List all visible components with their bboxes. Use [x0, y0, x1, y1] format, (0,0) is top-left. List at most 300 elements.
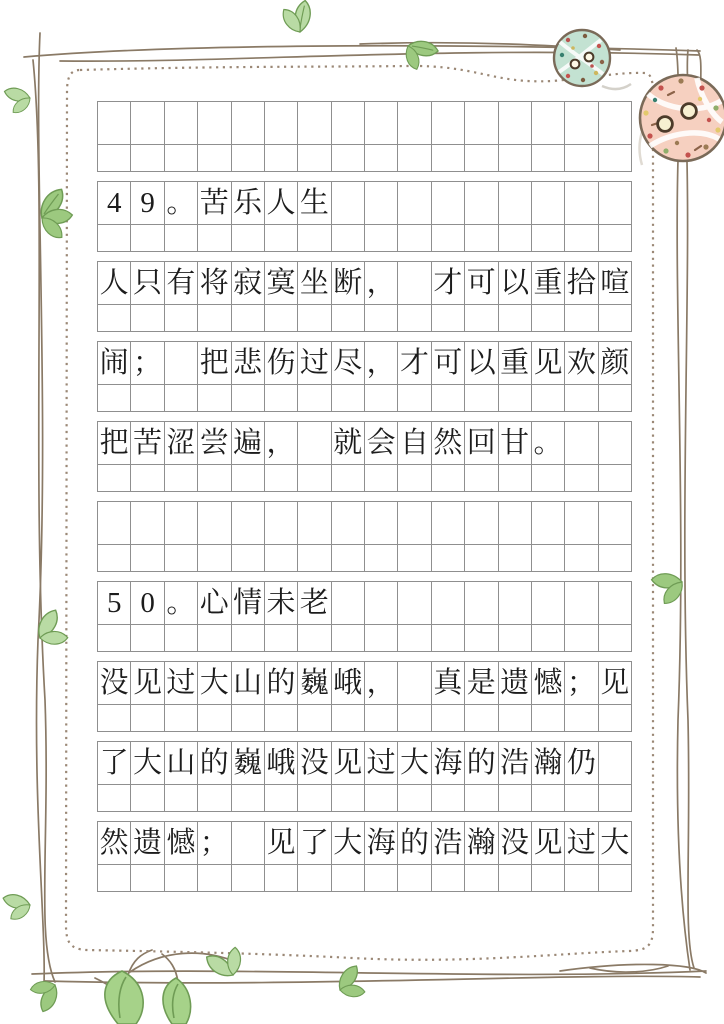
grid-cell: [365, 502, 398, 544]
grid-cell: [332, 145, 365, 171]
grid-cell: 5: [98, 582, 131, 624]
grid-cell: [332, 545, 365, 571]
grid-cell: [465, 225, 498, 251]
grid-cell: 可: [432, 342, 465, 384]
grid-cell: [332, 785, 365, 811]
grid-cell: [465, 305, 498, 331]
grid-cell: 苦: [131, 422, 164, 464]
spacing-row: [97, 545, 632, 572]
grid-cell: ，: [265, 422, 298, 464]
grid-cell: [232, 465, 265, 491]
grid-cell: 9: [131, 182, 164, 224]
grid-cell: [432, 305, 465, 331]
grid-cell: [298, 705, 331, 731]
grid-cell: [165, 545, 198, 571]
grid-cell: [499, 502, 532, 544]
grid-cell: 过: [298, 342, 331, 384]
grid-cell: [232, 705, 265, 731]
grid-cell: [232, 502, 265, 544]
grid-cell: [398, 225, 431, 251]
grid-cell: 真: [432, 662, 465, 704]
grid-cell: 。: [165, 182, 198, 224]
grid-cell: [565, 625, 598, 651]
grid-cell: 伤: [265, 342, 298, 384]
grid-cell: [98, 225, 131, 251]
grid-cell: [432, 785, 465, 811]
grid-cell: [131, 865, 164, 891]
grid-cell: [398, 785, 431, 811]
grid-cell: [332, 385, 365, 411]
grid-cell: [131, 385, 164, 411]
grid-cell: [499, 545, 532, 571]
grid-cell: 回: [465, 422, 498, 464]
button-cookie-icon: [640, 75, 724, 165]
button-cookie-icon: [554, 30, 631, 89]
writing-row: [97, 501, 632, 545]
grid-cell: [265, 865, 298, 891]
grid-cell: 瀚: [532, 742, 565, 784]
grid-cell: [332, 305, 365, 331]
grid-cell: ；: [565, 662, 598, 704]
grid-cell: [98, 705, 131, 731]
grid-cell: [465, 865, 498, 891]
grid-cell: [532, 582, 565, 624]
grid-cell: [398, 182, 431, 224]
grid-cell: 憾: [532, 662, 565, 704]
grid-cell: [432, 865, 465, 891]
grid-cell: [398, 865, 431, 891]
grid-cell: [332, 102, 365, 144]
grid-cell: [465, 625, 498, 651]
grid-cell: [565, 102, 598, 144]
grid-cell: 情: [232, 582, 265, 624]
grid-cell: [265, 145, 298, 171]
grid-cell: [599, 145, 632, 171]
grid-cell: [265, 305, 298, 331]
grid-cell: 是: [465, 662, 498, 704]
grid-cell: [499, 705, 532, 731]
spacing-row: [97, 145, 632, 172]
grid-cell: ，: [365, 662, 398, 704]
grid-cell: [165, 625, 198, 651]
grid-cell: [98, 545, 131, 571]
grid-cell: [98, 305, 131, 331]
grid-cell: [499, 465, 532, 491]
grid-cell: [265, 545, 298, 571]
grid-cell: [298, 625, 331, 651]
grid-cell: [198, 385, 231, 411]
grid-cell: [298, 465, 331, 491]
grid-cell: [298, 305, 331, 331]
grid-cell: 浩: [499, 742, 532, 784]
grid-cell: [599, 305, 632, 331]
grid-cell: [532, 785, 565, 811]
grid-cell: [398, 465, 431, 491]
grid-cell: [432, 385, 465, 411]
grid-cell: [432, 582, 465, 624]
grid-cell: [398, 625, 431, 651]
grid-cell: [599, 502, 632, 544]
grid-cell: 将: [198, 262, 231, 304]
grid-cell: [298, 545, 331, 571]
grid-cell: [198, 865, 231, 891]
grid-cell: 见: [599, 662, 632, 704]
grid-cell: [499, 625, 532, 651]
grid-cell: [565, 785, 598, 811]
grid-cell: [465, 502, 498, 544]
grid-cell: [232, 822, 265, 864]
grid-cell: 0: [131, 582, 164, 624]
grid-cell: [131, 625, 164, 651]
grid-cell: 见: [265, 822, 298, 864]
grid-cell: 海: [365, 822, 398, 864]
grid-cell: [265, 465, 298, 491]
spacing-row: [97, 865, 632, 892]
grid-cell: [98, 145, 131, 171]
grid-cell: [198, 225, 231, 251]
grid-cell: [365, 305, 398, 331]
grid-cell: 的: [198, 742, 231, 784]
grid-cell: [599, 422, 632, 464]
grid-cell: [365, 102, 398, 144]
grid-cell: 巍: [232, 742, 265, 784]
grid-cell: [565, 865, 598, 891]
grid-cell: 仍: [565, 742, 598, 784]
grid-cell: [131, 545, 164, 571]
grid-cell: 把: [198, 342, 231, 384]
spacing-row: [97, 785, 632, 812]
grid-cell: [131, 705, 164, 731]
grid-cell: 瀚: [465, 822, 498, 864]
grid-cell: 遗: [499, 662, 532, 704]
grid-cell: [265, 785, 298, 811]
grid-cell: 了: [98, 742, 131, 784]
grid-cell: 浩: [432, 822, 465, 864]
grid-cell: [98, 465, 131, 491]
grid-cell: [332, 625, 365, 651]
grid-cell: [265, 385, 298, 411]
writing-grid: [97, 101, 632, 892]
grid-cell: [565, 305, 598, 331]
grid-cell: 见: [532, 822, 565, 864]
grid-cell: 见: [332, 742, 365, 784]
grid-cell: [198, 145, 231, 171]
grid-cell: [432, 102, 465, 144]
writing-row: [97, 821, 632, 865]
grid-cell: [465, 785, 498, 811]
grid-cell: 喧: [599, 262, 632, 304]
grid-cell: 大: [398, 742, 431, 784]
grid-cell: [432, 705, 465, 731]
grid-cell: 大: [599, 822, 632, 864]
grid-cell: 没: [499, 822, 532, 864]
grid-cell: 的: [465, 742, 498, 784]
writing-row: [97, 581, 632, 625]
grid-cell: [532, 182, 565, 224]
grid-cell: [131, 465, 164, 491]
writing-row: [97, 101, 632, 145]
spacing-row: [97, 705, 632, 732]
grid-cell: [232, 225, 265, 251]
grid-cell: [131, 502, 164, 544]
grid-cell: 没: [298, 742, 331, 784]
grid-cell: [165, 705, 198, 731]
grid-cell: [599, 182, 632, 224]
grid-cell: [599, 865, 632, 891]
grid-cell: [465, 102, 498, 144]
grid-cell: [165, 342, 198, 384]
grid-cell: [365, 145, 398, 171]
grid-cell: [532, 145, 565, 171]
grid-cell: 了: [298, 822, 331, 864]
grid-cell: [265, 225, 298, 251]
grid-cell: 巍: [298, 662, 331, 704]
grid-cell: [298, 225, 331, 251]
writing-unit: [97, 501, 632, 572]
grid-cell: [565, 582, 598, 624]
grid-cell: 乐: [232, 182, 265, 224]
grid-cell: [565, 422, 598, 464]
writing-row: [97, 661, 632, 705]
grid-cell: [432, 465, 465, 491]
grid-cell: 欢: [565, 342, 598, 384]
grid-cell: [599, 785, 632, 811]
grid-cell: [198, 502, 231, 544]
grid-cell: [332, 465, 365, 491]
grid-cell: [499, 305, 532, 331]
grid-cell: [198, 102, 231, 144]
grid-cell: 拾: [565, 262, 598, 304]
grid-cell: 寂: [232, 262, 265, 304]
grid-cell: [398, 102, 431, 144]
grid-cell: 涩: [165, 422, 198, 464]
grid-cell: [98, 785, 131, 811]
grid-cell: [165, 385, 198, 411]
grid-cell: 老: [298, 582, 331, 624]
grid-cell: [465, 545, 498, 571]
grid-cell: 悲: [232, 342, 265, 384]
writing-row: [97, 741, 632, 785]
grid-cell: [332, 182, 365, 224]
grid-cell: 过: [165, 662, 198, 704]
grid-cell: 心: [198, 582, 231, 624]
grid-cell: 人: [265, 182, 298, 224]
grid-cell: 憾: [165, 822, 198, 864]
grid-cell: [365, 865, 398, 891]
grid-cell: 颜: [599, 342, 632, 384]
grid-cell: [565, 465, 598, 491]
grid-cell: [298, 102, 331, 144]
grid-cell: [499, 582, 532, 624]
grid-cell: [298, 785, 331, 811]
grid-cell: 峨: [265, 742, 298, 784]
grid-cell: [131, 785, 164, 811]
grid-cell: [532, 865, 565, 891]
grid-cell: 就: [332, 422, 365, 464]
grid-cell: [599, 225, 632, 251]
writing-unit: [97, 261, 632, 332]
grid-cell: 见: [532, 342, 565, 384]
grid-cell: [499, 225, 532, 251]
grid-cell: 海: [432, 742, 465, 784]
grid-cell: [599, 582, 632, 624]
grid-cell: [432, 182, 465, 224]
grid-cell: 峨: [332, 662, 365, 704]
grid-cell: 才: [432, 262, 465, 304]
grid-cell: [365, 705, 398, 731]
grid-cell: 。: [532, 422, 565, 464]
grid-cell: [432, 545, 465, 571]
grid-cell: [232, 785, 265, 811]
grid-cell: [532, 625, 565, 651]
grid-cell: 尝: [198, 422, 231, 464]
spacing-row: [97, 305, 632, 332]
grid-cell: [165, 785, 198, 811]
grid-cell: [131, 225, 164, 251]
grid-cell: [599, 545, 632, 571]
grid-cell: [499, 182, 532, 224]
grid-cell: [532, 225, 565, 251]
grid-cell: 山: [165, 742, 198, 784]
grid-cell: [198, 625, 231, 651]
grid-cell: [198, 465, 231, 491]
grid-cell: 生: [298, 182, 331, 224]
grid-cell: [365, 385, 398, 411]
grid-cell: 山: [232, 662, 265, 704]
grid-cell: [232, 545, 265, 571]
grid-cell: [398, 305, 431, 331]
grid-cell: [499, 865, 532, 891]
grid-cell: [198, 705, 231, 731]
grid-cell: [98, 385, 131, 411]
grid-cell: [532, 545, 565, 571]
grid-cell: [565, 705, 598, 731]
grid-cell: [98, 502, 131, 544]
grid-cell: [365, 465, 398, 491]
grid-cell: [532, 385, 565, 411]
writing-row: [97, 261, 632, 305]
grid-cell: 大: [198, 662, 231, 704]
grid-cell: [298, 865, 331, 891]
grid-cell: ，: [365, 262, 398, 304]
grid-cell: [465, 182, 498, 224]
grid-cell: [232, 305, 265, 331]
grid-cell: [298, 422, 331, 464]
grid-cell: [165, 225, 198, 251]
grid-cell: [98, 102, 131, 144]
grid-cell: [98, 865, 131, 891]
grid-cell: 然: [98, 822, 131, 864]
grid-cell: 把: [98, 422, 131, 464]
grid-cell: [165, 305, 198, 331]
grid-cell: [298, 385, 331, 411]
grid-cell: 闹: [98, 342, 131, 384]
grid-cell: [332, 705, 365, 731]
writing-unit: [97, 581, 632, 652]
grid-cell: 人: [98, 262, 131, 304]
grid-cell: 未: [265, 582, 298, 624]
writing-row: [97, 181, 632, 225]
grid-cell: [131, 145, 164, 171]
writing-unit: [97, 741, 632, 812]
spacing-row: [97, 225, 632, 252]
grid-cell: 甘: [499, 422, 532, 464]
grid-cell: 有: [165, 262, 198, 304]
grid-cell: ；: [131, 342, 164, 384]
grid-cell: [499, 785, 532, 811]
grid-cell: 苦: [198, 182, 231, 224]
grid-cell: 只: [131, 262, 164, 304]
grid-cell: [398, 145, 431, 171]
grid-cell: [532, 305, 565, 331]
grid-cell: [432, 145, 465, 171]
grid-cell: 然: [432, 422, 465, 464]
grid-cell: [232, 102, 265, 144]
grid-cell: [98, 625, 131, 651]
grid-cell: 的: [265, 662, 298, 704]
grid-cell: [365, 182, 398, 224]
grid-cell: [599, 102, 632, 144]
grid-cell: [165, 465, 198, 491]
grid-cell: [198, 785, 231, 811]
grid-cell: 以: [465, 342, 498, 384]
grid-cell: [265, 102, 298, 144]
grid-cell: 的: [398, 822, 431, 864]
grid-cell: [398, 502, 431, 544]
grid-cell: 过: [365, 742, 398, 784]
grid-cell: 大: [332, 822, 365, 864]
grid-cell: [532, 502, 565, 544]
grid-cell: [198, 305, 231, 331]
grid-cell: 。: [165, 582, 198, 624]
grid-cell: [332, 502, 365, 544]
grid-cell: 尽: [332, 342, 365, 384]
writing-row: [97, 421, 632, 465]
grid-cell: [398, 262, 431, 304]
grid-cell: [465, 465, 498, 491]
grid-cell: [465, 145, 498, 171]
grid-cell: [131, 305, 164, 331]
writing-unit: [97, 821, 632, 892]
grid-cell: [565, 545, 598, 571]
grid-cell: [398, 545, 431, 571]
grid-cell: [465, 705, 498, 731]
grid-cell: [365, 545, 398, 571]
grid-cell: 没: [98, 662, 131, 704]
grid-cell: [165, 865, 198, 891]
grid-cell: [165, 145, 198, 171]
grid-cell: [398, 662, 431, 704]
grid-cell: [465, 385, 498, 411]
writing-row: [97, 341, 632, 385]
grid-cell: 才: [398, 342, 431, 384]
grid-cell: 坐: [298, 262, 331, 304]
grid-cell: 遗: [131, 822, 164, 864]
writing-unit: [97, 101, 632, 172]
grid-cell: [365, 625, 398, 651]
grid-cell: [298, 145, 331, 171]
grid-cell: 遍: [232, 422, 265, 464]
grid-cell: 过: [565, 822, 598, 864]
grid-cell: [398, 705, 431, 731]
grid-cell: [499, 385, 532, 411]
grid-cell: [398, 385, 431, 411]
grid-cell: [332, 582, 365, 624]
writing-unit: [97, 661, 632, 732]
grid-cell: [599, 385, 632, 411]
grid-cell: [565, 502, 598, 544]
grid-cell: [532, 465, 565, 491]
